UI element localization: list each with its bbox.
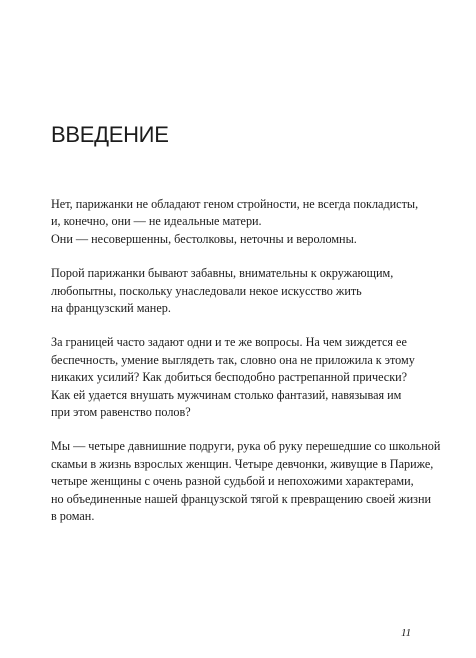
text-line: Они — несовершенны, бестолковы, неточны и вероломны. [51, 231, 357, 246]
paragraph [51, 334, 431, 421]
text-line: Как ей удается внушать мужчинам столько фантазий, навязывая им [51, 387, 402, 402]
chapter-heading: ВВЕДЕНИЕ [51, 122, 169, 147]
text-line: За границей часто задают одни и те же вопросы. На чем зиждется ее [51, 335, 407, 350]
text-line: Нет, парижанки не обладают геном стройности, не всегда покладисты, [51, 197, 419, 211]
paragraph [51, 438, 441, 525]
paragraph [51, 196, 431, 248]
text-line: Порой парижанки бывают забавны, внимательны к окружающим, [51, 266, 394, 281]
text-line: скамьи в жизнь взрослых женщин. Четыре девчонки, живущие в Париже, [51, 456, 434, 471]
text-line: но объединенные нашей французской тягой к превращению своей жизни [51, 491, 432, 506]
body-text [51, 196, 441, 543]
text-line: в роман. [51, 509, 95, 524]
text-line: при этом равенство полов? [51, 405, 191, 420]
text-line: никаких усилий? Как добиться бесподобно растрепанной прически? [51, 370, 408, 385]
text-line: беспечность, умение выглядеть так, словно она не приложила к этому [51, 352, 415, 367]
paragraph [51, 265, 431, 317]
text-line: и, конечно, они — не идеальные матери. [51, 214, 262, 229]
text-line: любопытны, поскольку унаследовали некое искусство жить [51, 283, 362, 298]
text-line: на французский манер. [51, 301, 171, 316]
text-line: Мы — четыре давнишние подруги, рука об руку перешедшие со школьной [51, 439, 441, 454]
page-number: 11 [401, 627, 412, 639]
text-line: четыре женщины с очень разной судьбой и непохожими характерами, [51, 474, 414, 489]
